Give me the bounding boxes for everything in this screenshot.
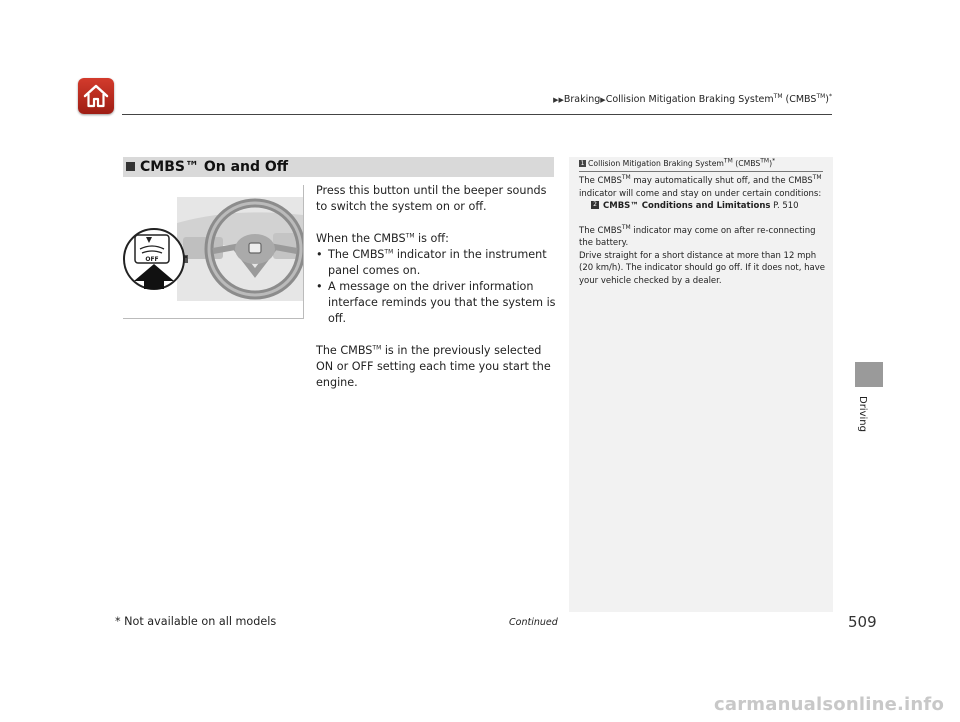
continued-label: Continued — [509, 617, 558, 628]
cross-reference-link[interactable]: 2 CMBS™ Conditions and Limitations P. 510 — [579, 200, 825, 213]
note-paragraph: The CMBS™ indicator may come on after re-connecting the battery. — [579, 223, 816, 248]
header-rule — [122, 114, 832, 115]
breadcrumb-link-braking[interactable]: Braking — [563, 94, 601, 105]
side-tab[interactable] — [855, 362, 883, 387]
note-paragraph: Drive straight for a short distance at more than 12 mph (20 km/h). The indicator should go off. If it does not, have your vehicle checked by a dealer. — [579, 250, 825, 286]
cmbs-off-label: OFF — [145, 256, 159, 263]
note-rule — [579, 171, 823, 172]
main-body — [316, 183, 561, 391]
note-title: 1 Collision Mitigation Braking System™ (CMBS™)* — [580, 157, 776, 168]
breadcrumb — [553, 94, 832, 105]
page-number: 509 — [848, 613, 877, 631]
breadcrumb-current: Collision Mitigation Braking System™ (CMBS™)* — [605, 92, 832, 105]
home-button[interactable] — [78, 78, 114, 114]
watermark: carmanualsonline.info — [714, 694, 945, 715]
link-arrow-icon: 2 — [591, 201, 599, 209]
home-icon — [83, 84, 109, 108]
paragraph: When the CMBS™ is off: — [316, 232, 449, 245]
section-heading: CMBS™ On and Off — [123, 157, 554, 177]
square-bullet-icon — [126, 162, 135, 171]
triangle-right-icon: ▶▶ — [553, 96, 564, 104]
triangle-right-icon: ▶ — [600, 96, 606, 104]
steering-wheel-figure — [123, 185, 304, 319]
note-ref-icon: 1 — [580, 159, 585, 167]
note-paragraph: The CMBS™ may automatically shut off, and the CMBS™ indicator will come and stay on under certain conditions: — [579, 174, 822, 199]
paragraph: Press this button until the beeper sounds to switch the system on or off. — [316, 184, 547, 213]
bullet-item: • The CMBS™ indicator in the instrument panel comes on. — [316, 248, 547, 277]
side-note — [569, 157, 833, 612]
side-tab-label: Driving — [857, 396, 868, 432]
paragraph: The CMBS™ is in the previously selected ON or OFF setting each time you start the engine. — [316, 344, 551, 389]
footnote: * Not available on all models — [115, 615, 277, 628]
bullet-item: • A message on the driver information interface reminds you that the system is off. — [316, 280, 556, 325]
note-body — [579, 175, 825, 287]
